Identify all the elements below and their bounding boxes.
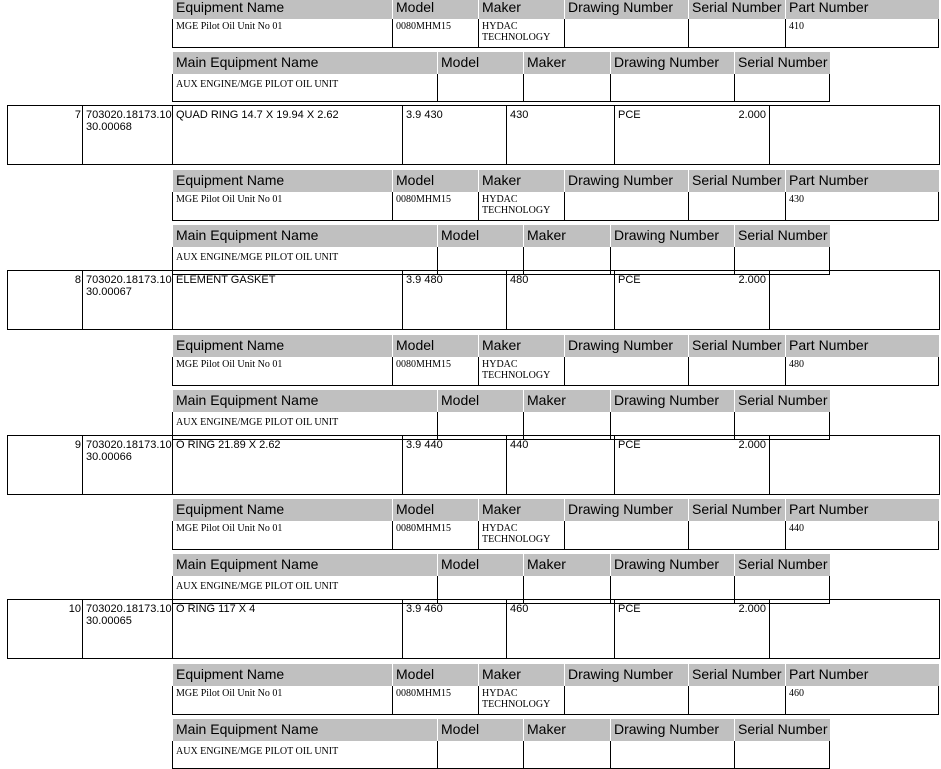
item-reference: 3.9 440 xyxy=(402,436,506,494)
main-equipment-name-header: Main Equipment Name xyxy=(172,225,437,247)
serial-number-value xyxy=(688,521,785,549)
item-part-number: 460 xyxy=(506,600,614,658)
serial-number-value xyxy=(734,741,830,768)
equipment-name-header: Equipment Name xyxy=(172,664,392,686)
maker-header: Maker xyxy=(523,390,610,412)
drawing-number-header: Drawing Number xyxy=(610,390,734,412)
item-remarks xyxy=(769,600,939,658)
item-remarks xyxy=(769,271,939,329)
main-equipment-name-header: Main Equipment Name xyxy=(172,52,437,74)
item-description: O RING 117 X 4 xyxy=(172,600,402,658)
maker-header: Maker xyxy=(523,52,610,74)
model-header: Model xyxy=(437,390,523,412)
model-value: 0080MHM15 xyxy=(392,192,478,220)
maker-header: Maker xyxy=(478,0,564,19)
item-number: 7 xyxy=(7,106,82,164)
main-equipment-name-header: Main Equipment Name xyxy=(172,719,437,741)
equipment-header-row xyxy=(172,0,939,19)
model-header: Model xyxy=(437,52,523,74)
part-number-value: 460 xyxy=(785,686,939,714)
item-reference: 3.9 480 xyxy=(402,271,506,329)
model-value: 0080MHM15 xyxy=(392,357,478,385)
drawing-number-header: Drawing Number xyxy=(564,170,688,192)
serial-number-header: Serial Number xyxy=(688,499,785,521)
serial-number-header: Serial Number xyxy=(734,52,830,74)
item-code: 703020.18173.1030.00067 xyxy=(82,271,172,329)
item-remarks xyxy=(769,436,939,494)
drawing-number-value xyxy=(564,686,688,714)
serial-number-header: Serial Number xyxy=(734,390,830,412)
drawing-number-header: Drawing Number xyxy=(610,225,734,247)
item-reference: 3.9 430 xyxy=(402,106,506,164)
equipment-data-row xyxy=(172,357,939,386)
item-row xyxy=(7,435,940,495)
drawing-number-value xyxy=(610,741,734,768)
main-equipment-header-row xyxy=(172,719,830,741)
equipment-header-row xyxy=(172,335,939,357)
serial-number-header: Serial Number xyxy=(688,335,785,357)
maker-value: HYDAC TECHNOLOGY xyxy=(478,192,564,220)
model-header: Model xyxy=(437,554,523,576)
equipment-name-value: MGE Pilot Oil Unit No 01 xyxy=(172,19,392,47)
model-value xyxy=(437,74,523,101)
main-equipment-header-row xyxy=(172,390,830,412)
model-value: 0080MHM15 xyxy=(392,521,478,549)
part-number-header: Part Number xyxy=(785,499,939,521)
serial-number-header: Serial Number xyxy=(688,0,785,19)
maker-header: Maker xyxy=(523,719,610,741)
part-number-value: 480 xyxy=(785,357,939,385)
maker-header: Maker xyxy=(478,664,564,686)
drawing-number-header: Drawing Number xyxy=(564,499,688,521)
item-number: 10 xyxy=(7,600,82,658)
main-equipment-name-header: Main Equipment Name xyxy=(172,390,437,412)
part-number-header: Part Number xyxy=(785,0,939,19)
equipment-data-row xyxy=(172,686,939,715)
equipment-header-row xyxy=(172,499,939,521)
item-row xyxy=(7,270,940,330)
item-quantity: 2.000 xyxy=(738,439,766,451)
maker-header: Maker xyxy=(478,335,564,357)
model-header: Model xyxy=(392,335,478,357)
item-row xyxy=(7,599,940,659)
item-quantity: 2.000 xyxy=(738,109,766,121)
maker-value: HYDAC TECHNOLOGY xyxy=(478,357,564,385)
serial-number-header: Serial Number xyxy=(734,554,830,576)
part-number-header: Part Number xyxy=(785,335,939,357)
maker-header: Maker xyxy=(523,554,610,576)
part-number-header: Part Number xyxy=(785,170,939,192)
serial-number-value xyxy=(688,686,785,714)
drawing-number-value xyxy=(610,74,734,101)
item-number: 8 xyxy=(7,271,82,329)
item-unit: PCE xyxy=(614,271,687,329)
item-unit: PCE xyxy=(614,600,687,658)
item-code: 703020.18173.1030.00065 xyxy=(82,600,172,658)
item-part-number: 480 xyxy=(506,271,614,329)
maker-value xyxy=(523,74,610,101)
model-header: Model xyxy=(392,0,478,19)
item-quantity: 2.000 xyxy=(738,274,766,286)
maker-value: HYDAC TECHNOLOGY xyxy=(478,686,564,714)
serial-number-value xyxy=(688,19,785,47)
main-equipment-data-row xyxy=(172,74,830,102)
model-header: Model xyxy=(392,499,478,521)
main-equipment-name-value: AUX ENGINE/MGE PILOT OIL UNIT xyxy=(172,412,437,439)
model-value: 0080MHM15 xyxy=(392,19,478,47)
main-equipment-header-row xyxy=(172,554,830,576)
drawing-number-header: Drawing Number xyxy=(610,52,734,74)
maker-value: HYDAC TECHNOLOGY xyxy=(478,19,564,47)
serial-number-value xyxy=(734,74,830,101)
drawing-number-header: Drawing Number xyxy=(564,0,688,19)
model-header: Model xyxy=(437,225,523,247)
item-code: 703020.18173.1030.00068 xyxy=(82,106,172,164)
model-value xyxy=(437,741,523,768)
drawing-number-value xyxy=(564,521,688,549)
model-header: Model xyxy=(392,170,478,192)
item-description: O RING 21.89 X 2.62 xyxy=(172,436,402,494)
equipment-name-header: Equipment Name xyxy=(172,170,392,192)
equipment-name-header: Equipment Name xyxy=(172,335,392,357)
model-value: 0080MHM15 xyxy=(392,686,478,714)
serial-number-header: Serial Number xyxy=(734,225,830,247)
model-header: Model xyxy=(437,719,523,741)
equipment-name-value: MGE Pilot Oil Unit No 01 xyxy=(172,192,392,220)
item-unit: PCE xyxy=(614,106,687,164)
equipment-name-header: Equipment Name xyxy=(172,499,392,521)
item-quantity: 2.000 xyxy=(738,603,766,615)
item-part-number: 430 xyxy=(506,106,614,164)
equipment-name-header: Equipment Name xyxy=(172,0,392,19)
serial-number-header: Serial Number xyxy=(734,719,830,741)
equipment-name-value: MGE Pilot Oil Unit No 01 xyxy=(172,686,392,714)
maker-header: Maker xyxy=(478,170,564,192)
item-description: QUAD RING 14.7 X 19.94 X 2.62 xyxy=(172,106,402,164)
equipment-header-row xyxy=(172,664,939,686)
equipment-name-value: MGE Pilot Oil Unit No 01 xyxy=(172,521,392,549)
serial-number-header: Serial Number xyxy=(688,170,785,192)
item-row xyxy=(7,105,940,165)
part-number-header: Part Number xyxy=(785,664,939,686)
equipment-data-row xyxy=(172,521,939,550)
item-part-number: 440 xyxy=(506,436,614,494)
drawing-number-value xyxy=(564,357,688,385)
item-unit: PCE xyxy=(614,436,687,494)
item-reference: 3.9 460 xyxy=(402,600,506,658)
serial-number-value xyxy=(688,192,785,220)
item-description: ELEMENT GASKET xyxy=(172,271,402,329)
drawing-number-value xyxy=(564,19,688,47)
drawing-number-value xyxy=(564,192,688,220)
main-equipment-name-value: AUX ENGINE/MGE PILOT OIL UNIT xyxy=(172,576,437,603)
equipment-header-row xyxy=(172,170,939,192)
maker-value: HYDAC TECHNOLOGY xyxy=(478,521,564,549)
main-equipment-name-header: Main Equipment Name xyxy=(172,554,437,576)
serial-number-value xyxy=(688,357,785,385)
model-header: Model xyxy=(392,664,478,686)
drawing-number-header: Drawing Number xyxy=(564,664,688,686)
main-equipment-name-value: AUX ENGINE/MGE PILOT OIL UNIT xyxy=(172,741,437,768)
equipment-data-row xyxy=(172,19,939,48)
maker-header: Maker xyxy=(523,225,610,247)
part-number-value: 440 xyxy=(785,521,939,549)
maker-header: Maker xyxy=(478,499,564,521)
drawing-number-header: Drawing Number xyxy=(610,719,734,741)
main-equipment-header-row xyxy=(172,225,830,247)
item-code: 703020.18173.1030.00066 xyxy=(82,436,172,494)
drawing-number-header: Drawing Number xyxy=(564,335,688,357)
maker-value xyxy=(523,741,610,768)
equipment-data-row xyxy=(172,192,939,221)
equipment-name-value: MGE Pilot Oil Unit No 01 xyxy=(172,357,392,385)
item-number: 9 xyxy=(7,436,82,494)
serial-number-header: Serial Number xyxy=(688,664,785,686)
item-remarks xyxy=(769,106,939,164)
part-number-value: 430 xyxy=(785,192,939,220)
main-equipment-name-value: AUX ENGINE/MGE PILOT OIL UNIT xyxy=(172,74,437,101)
main-equipment-name-value: AUX ENGINE/MGE PILOT OIL UNIT xyxy=(172,247,437,274)
drawing-number-header: Drawing Number xyxy=(610,554,734,576)
part-number-value: 410 xyxy=(785,19,939,47)
main-equipment-header-row xyxy=(172,52,830,74)
